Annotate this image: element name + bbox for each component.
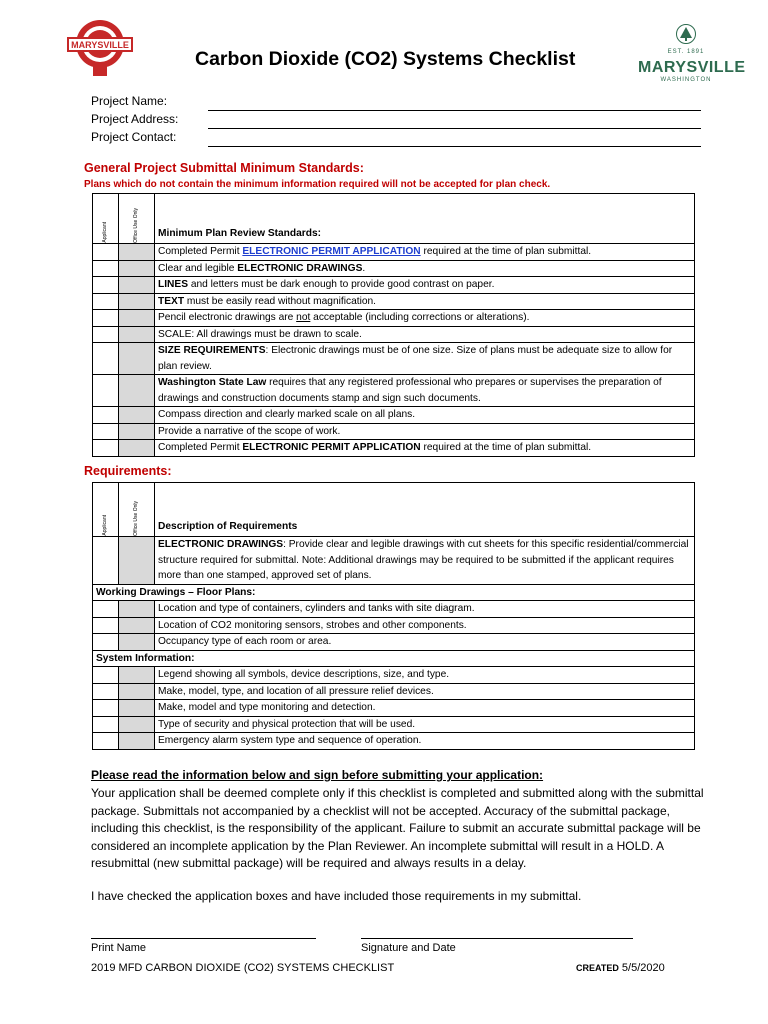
footer-created <box>576 962 665 974</box>
table-row <box>93 260 695 277</box>
applicant-column-header: Applicant <box>93 483 119 537</box>
project-contact-label: Project Contact: <box>91 130 177 144</box>
city-logo-name: MARYSVILLE <box>638 59 746 76</box>
table-row <box>93 667 695 684</box>
office-checkbox <box>119 601 155 618</box>
project-address-field[interactable] <box>208 128 701 129</box>
row-text: LINES and letters must be dark enough to provide good contrast on paper. <box>155 277 695 294</box>
footer-title: 2019 MFD CARBON DIOXIDE (CO2) SYSTEMS CHECKLIST <box>91 962 395 974</box>
row-text: Pencil electronic drawings are not acceptable (including corrections or alterations). <box>155 310 695 327</box>
created-date: 5/5/2020 <box>621 962 665 974</box>
office-checkbox <box>119 407 155 424</box>
page-title: Carbon Dioxide (CO2) Systems Checklist <box>195 48 576 70</box>
applicant-checkbox[interactable] <box>93 293 119 310</box>
row-text: Washington State Law requires that any registered professional who prepares or supervises the preparation of drawings and construction documents stamp and sign such documents. <box>155 375 695 407</box>
applicant-checkbox[interactable] <box>93 244 119 261</box>
table-row <box>93 375 695 407</box>
signature-label: Signature and Date <box>361 942 456 954</box>
office-column-header: Office Use Only <box>119 194 155 244</box>
table-row <box>93 293 695 310</box>
applicant-checkbox[interactable] <box>93 700 119 717</box>
office-checkbox <box>119 683 155 700</box>
group-row <box>93 584 695 601</box>
table-row <box>93 343 695 375</box>
project-name-field[interactable] <box>208 110 701 111</box>
signoff-paragraph: Your application shall be deemed complete only if this checklist is completed and submitted along with the submittal package. Submittals not accompanied by a checklist will not be accepted. Accuracy of the submittal package, including this checklist, is the responsibility of the applicant. Failure to submit an accurate submittal package will be considered an incomplete application by the Plan Reviewer. An incomplete submittal will result in a HOLD. A resubmittal (new submittal package) will be required and always results in a delay. <box>91 786 704 870</box>
group-label: Working Drawings – Floor Plans: <box>93 584 695 601</box>
applicant-checkbox[interactable] <box>93 277 119 294</box>
fire-department-logo <box>60 16 140 80</box>
row-text: Compass direction and clearly marked scale on all plans. <box>155 407 695 424</box>
applicant-checkbox[interactable] <box>93 733 119 750</box>
office-checkbox <box>119 326 155 343</box>
table-row <box>93 423 695 440</box>
general-note: Plans which do not contain the minimum information required will not be accepted for plan check. <box>84 179 551 190</box>
office-checkbox <box>119 667 155 684</box>
office-checkbox <box>119 310 155 327</box>
row-text: Emergency alarm system type and sequence of operation. <box>155 733 695 750</box>
electronic-permit-link[interactable]: ELECTRONIC PERMIT APPLICATION <box>242 246 421 257</box>
row-text: Location of CO2 monitoring sensors, strobes and other components. <box>155 617 695 634</box>
applicant-checkbox[interactable] <box>93 440 119 457</box>
office-checkbox <box>119 277 155 294</box>
applicant-checkbox[interactable] <box>93 326 119 343</box>
row-text: SIZE REQUIREMENTS: Electronic drawings must be of one size. Size of plans must be adequate size to allow for plan review. <box>155 343 695 375</box>
applicant-checkbox[interactable] <box>93 375 119 407</box>
signoff-heading: Please read the information below and sign before submitting your application: <box>91 768 544 782</box>
applicant-checkbox[interactable] <box>93 537 119 585</box>
project-name-label: Project Name: <box>91 94 168 108</box>
applicant-checkbox[interactable] <box>93 343 119 375</box>
table-row <box>93 537 695 585</box>
requirements-heading: Requirements: <box>84 464 172 478</box>
row-text: Location and type of containers, cylinders and tanks with site diagram. <box>155 601 695 618</box>
office-checkbox <box>119 440 155 457</box>
minimum-standards-table <box>92 193 695 457</box>
row-text: Type of security and physical protection that will be used. <box>155 716 695 733</box>
requirements-table <box>92 482 695 750</box>
table-row <box>93 601 695 618</box>
city-logo <box>638 24 746 83</box>
office-checkbox <box>119 293 155 310</box>
requirements-column-header: Description of Requirements <box>155 483 695 537</box>
table-row <box>93 326 695 343</box>
office-checkbox <box>119 537 155 585</box>
city-logo-sub: WASHINGTON <box>660 77 712 83</box>
office-checkbox <box>119 244 155 261</box>
project-address-label: Project Address: <box>91 112 179 126</box>
table-row <box>93 634 695 651</box>
applicant-checkbox[interactable] <box>93 423 119 440</box>
office-checkbox <box>119 733 155 750</box>
project-contact-field[interactable] <box>208 146 701 147</box>
applicant-checkbox[interactable] <box>93 634 119 651</box>
created-label: CREATED <box>576 963 619 973</box>
table-row <box>93 277 695 294</box>
table-row <box>93 440 695 457</box>
applicant-checkbox[interactable] <box>93 716 119 733</box>
applicant-checkbox[interactable] <box>93 667 119 684</box>
applicant-checkbox[interactable] <box>93 617 119 634</box>
print-name-label: Print Name <box>91 942 147 954</box>
applicant-column-header: Applicant <box>93 194 119 244</box>
group-label: System Information: <box>93 650 695 667</box>
applicant-checkbox[interactable] <box>93 683 119 700</box>
row-text: Make, model, type, and location of all pressure relief devices. <box>155 683 695 700</box>
office-checkbox <box>119 375 155 407</box>
table-row <box>93 407 695 424</box>
row-text: Completed Permit ELECTRONIC PERMIT APPLICATION required at the time of plan submittal. <box>155 244 695 261</box>
table-row <box>93 617 695 634</box>
office-checkbox <box>119 343 155 375</box>
signature-field[interactable] <box>361 938 633 939</box>
table-row <box>93 683 695 700</box>
row-text: Completed Permit ELECTRONIC PERMIT APPLICATION required at the time of plan submittal. <box>155 440 695 457</box>
row-text: Clear and legible ELECTRONIC DRAWINGS. <box>155 260 695 277</box>
declaration-text: I have checked the application boxes and have included those requirements in my submittal. <box>91 889 582 903</box>
applicant-checkbox[interactable] <box>93 260 119 277</box>
office-column-header: Office Use Only <box>119 483 155 537</box>
office-checkbox <box>119 716 155 733</box>
office-checkbox <box>119 260 155 277</box>
standards-column-header: Minimum Plan Review Standards: <box>155 194 695 244</box>
table-row <box>93 310 695 327</box>
applicant-checkbox[interactable] <box>93 601 119 618</box>
table-row <box>93 700 695 717</box>
row-text: Provide a narrative of the scope of work. <box>155 423 695 440</box>
group-row <box>93 650 695 667</box>
applicant-checkbox[interactable] <box>93 310 119 327</box>
row-text: Occupancy type of each room or area. <box>155 634 695 651</box>
city-logo-est: EST. 1891 <box>667 49 705 55</box>
table-row <box>93 244 695 261</box>
row-text: TEXT must be easily read without magnification. <box>155 293 695 310</box>
row-text: Make, model and type monitoring and detection. <box>155 700 695 717</box>
row-text: ELECTRONIC DRAWINGS: Provide clear and legible drawings with cut sheets for this specific residential/commercial structure required for submittal. Note: Additional drawings may be required to be submitted if the applicant requires more than one stamped, approved set of plans. <box>155 537 695 585</box>
office-checkbox <box>119 617 155 634</box>
row-text: Legend showing all symbols, device descriptions, size, and type. <box>155 667 695 684</box>
print-name-field[interactable] <box>91 938 316 939</box>
general-heading: General Project Submittal Minimum Standards: <box>84 161 364 175</box>
table-row <box>93 716 695 733</box>
office-checkbox <box>119 634 155 651</box>
office-checkbox <box>119 423 155 440</box>
tree-icon <box>675 24 697 44</box>
applicant-checkbox[interactable] <box>93 407 119 424</box>
row-text: SCALE: All drawings must be drawn to scale. <box>155 326 695 343</box>
table-row <box>93 733 695 750</box>
office-checkbox <box>119 700 155 717</box>
fire-logo-text: MARYSVILLE <box>71 40 129 50</box>
